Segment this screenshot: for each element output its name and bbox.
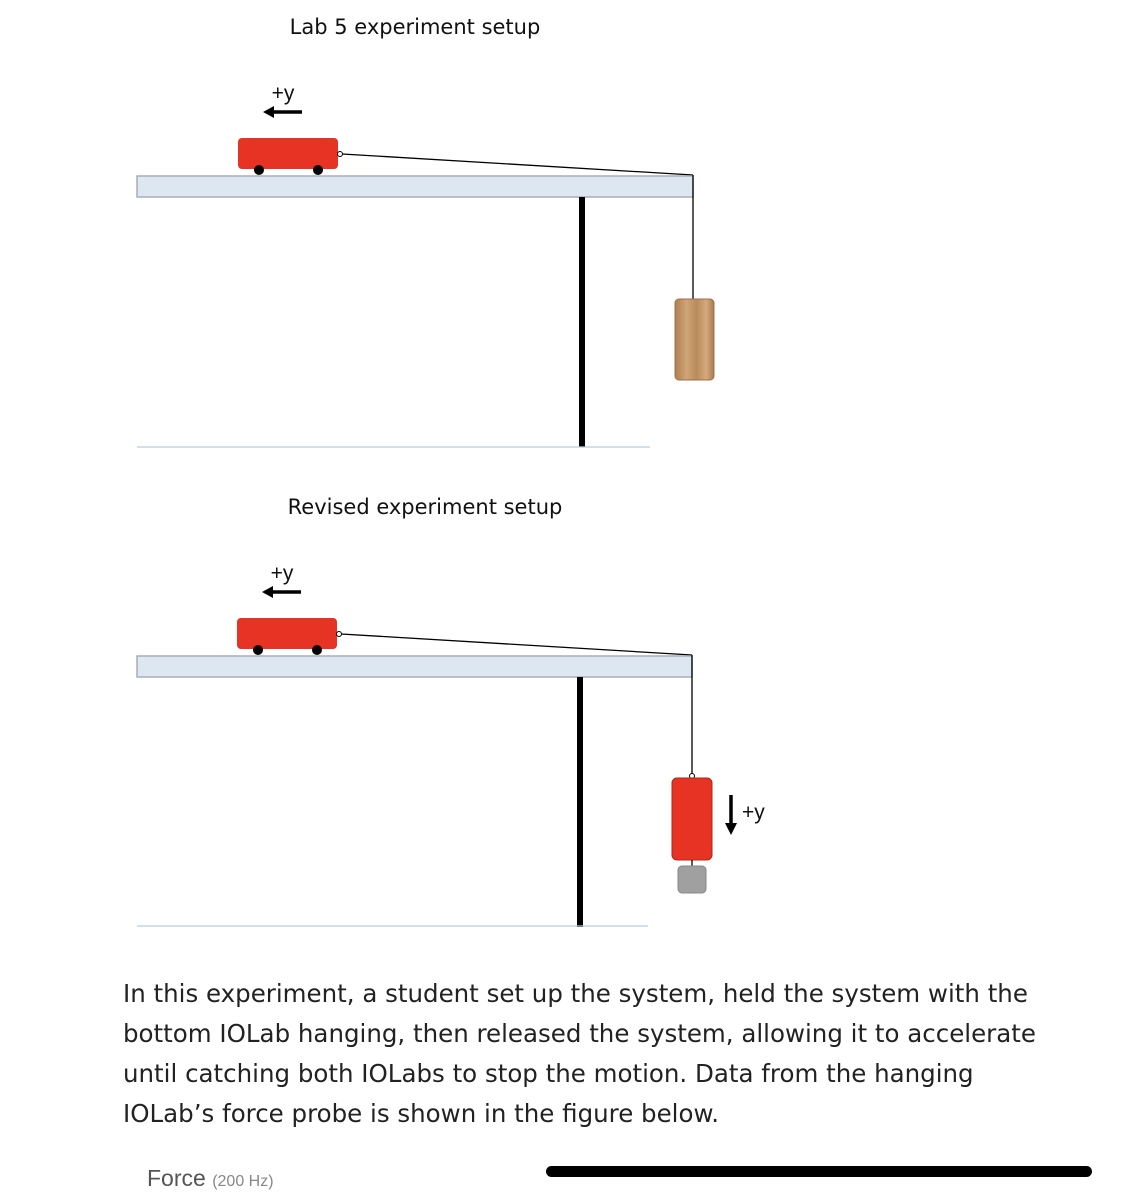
wood-block (675, 299, 714, 380)
pole (577, 677, 583, 927)
paragraph-line: until catching both IOLabs to stop the motion. Data from the hanging (123, 1059, 974, 1088)
diagram-lab5 (137, 15, 714, 447)
track (137, 176, 693, 197)
cart (238, 138, 343, 175)
graph-label: Force (147, 1165, 206, 1191)
track (137, 656, 692, 677)
string (342, 154, 693, 175)
description-paragraph (123, 974, 1103, 1134)
graph-rate: (200 Hz) (212, 1173, 274, 1190)
diagram-title: Lab 5 experiment setup (289, 15, 541, 39)
paragraph-line: IOLab’s force probe is shown in the figure below. (123, 1099, 720, 1128)
direction-label: +y (742, 801, 765, 824)
down-arrow-icon (725, 795, 737, 835)
direction-label: +y (271, 82, 295, 105)
direction-label: +y (270, 562, 294, 585)
diagram-title: Revised experiment setup (287, 495, 563, 519)
hanging-iolab (672, 774, 712, 894)
string (341, 634, 692, 655)
graph-header (147, 1165, 274, 1192)
paragraph-line: bottom IOLab hanging, then released the system, allowing it to accelerate (123, 1019, 1036, 1048)
pole (579, 197, 585, 447)
cart (237, 618, 342, 655)
diagram-revised (137, 495, 765, 927)
left-arrow-icon (263, 106, 302, 118)
left-arrow-icon (262, 586, 301, 598)
paragraph-line: In this experiment, a student set up the system, held the system with the (123, 979, 1028, 1008)
graph-toolbar-bar (546, 1166, 1092, 1177)
